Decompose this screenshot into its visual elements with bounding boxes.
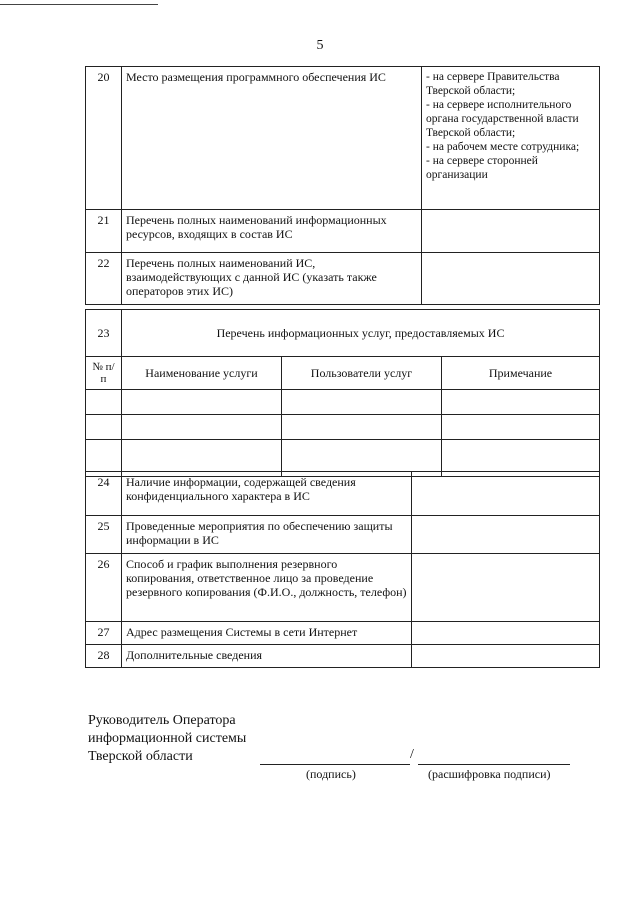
row-label: Проведенные мероприятия по обеспечению защиты информации в ИС	[122, 516, 412, 554]
signatory-line: Руководитель Оператора	[88, 713, 236, 728]
row-number: 22	[86, 253, 122, 305]
signatory-line: Тверской области	[88, 749, 193, 764]
value-line: - на сервере сторонней организации	[426, 155, 538, 181]
row-number: 28	[86, 645, 122, 668]
row-label: Место размещения программного обеспечения ИС	[122, 67, 422, 210]
table-row	[86, 390, 600, 415]
passport-table-a	[85, 66, 600, 305]
value-line: - на рабочем месте сотрудника;	[426, 141, 580, 153]
row-value	[422, 210, 600, 253]
table-row	[86, 554, 600, 622]
row-label: Способ и график выполнения резервного копирования, ответственное лицо за проведение резервного копирования (Ф.И.О., должность, телефон)	[122, 554, 412, 622]
row-number: 21	[86, 210, 122, 253]
caption-signature: (подпись)	[306, 767, 356, 781]
value-line: - на сервере Правительства Тверской области;	[426, 71, 560, 97]
col-header-name: Наименование услуги	[122, 357, 282, 390]
table-row	[86, 645, 600, 668]
row-label: Дополнительные сведения	[122, 645, 412, 668]
table-row	[86, 622, 600, 645]
signature-separator: /	[410, 747, 414, 762]
row-label: Адрес размещения Системы в сети Интернет	[122, 622, 412, 645]
col-header-note: Примечание	[442, 357, 600, 390]
row-number: 26	[86, 554, 122, 622]
page-number: 5	[316, 38, 324, 53]
table-row	[86, 310, 600, 357]
row-label: Перечень полных наименований ИС, взаимодействующих с данной ИС (указать также операторов этих ИС)	[122, 253, 422, 305]
header-rule	[0, 4, 158, 5]
row-number: 24	[86, 472, 122, 516]
passport-table-b	[85, 471, 600, 668]
signatory-title	[88, 712, 246, 766]
row-label: Перечень полных наименований информационных ресурсов, входящих в состав ИС	[122, 210, 422, 253]
table-row	[86, 210, 600, 253]
services-title: Перечень информационных услуг, предоставляемых ИС	[122, 310, 600, 357]
row-number: 27	[86, 622, 122, 645]
table-row	[86, 516, 600, 554]
table-row	[86, 472, 600, 516]
row-value	[422, 253, 600, 305]
row-value	[412, 622, 600, 645]
services-table	[85, 309, 600, 477]
signature-line[interactable]	[260, 764, 410, 765]
table-row	[86, 253, 600, 305]
row-number: 20	[86, 67, 122, 210]
col-header-users: Пользователи услуг	[282, 357, 442, 390]
table-row	[86, 415, 600, 440]
row-value	[412, 645, 600, 668]
row-value	[412, 516, 600, 554]
row-value	[422, 67, 600, 210]
row-value	[412, 472, 600, 516]
services-header-row	[86, 357, 600, 390]
caption-decode: (расшифровка подписи)	[428, 767, 551, 781]
row-label: Наличие информации, содержащей сведения конфиденциального характера в ИС	[122, 472, 412, 516]
row-value	[412, 554, 600, 622]
signature-decode-line[interactable]	[418, 764, 570, 765]
value-line: - на сервере исполнительного органа государственной власти Тверской области;	[426, 99, 579, 139]
table-row	[86, 67, 600, 210]
signatory-line: информационной системы	[88, 731, 247, 746]
row-number: 23	[86, 310, 122, 357]
row-number: 25	[86, 516, 122, 554]
col-header-num: № п/п	[86, 357, 122, 390]
